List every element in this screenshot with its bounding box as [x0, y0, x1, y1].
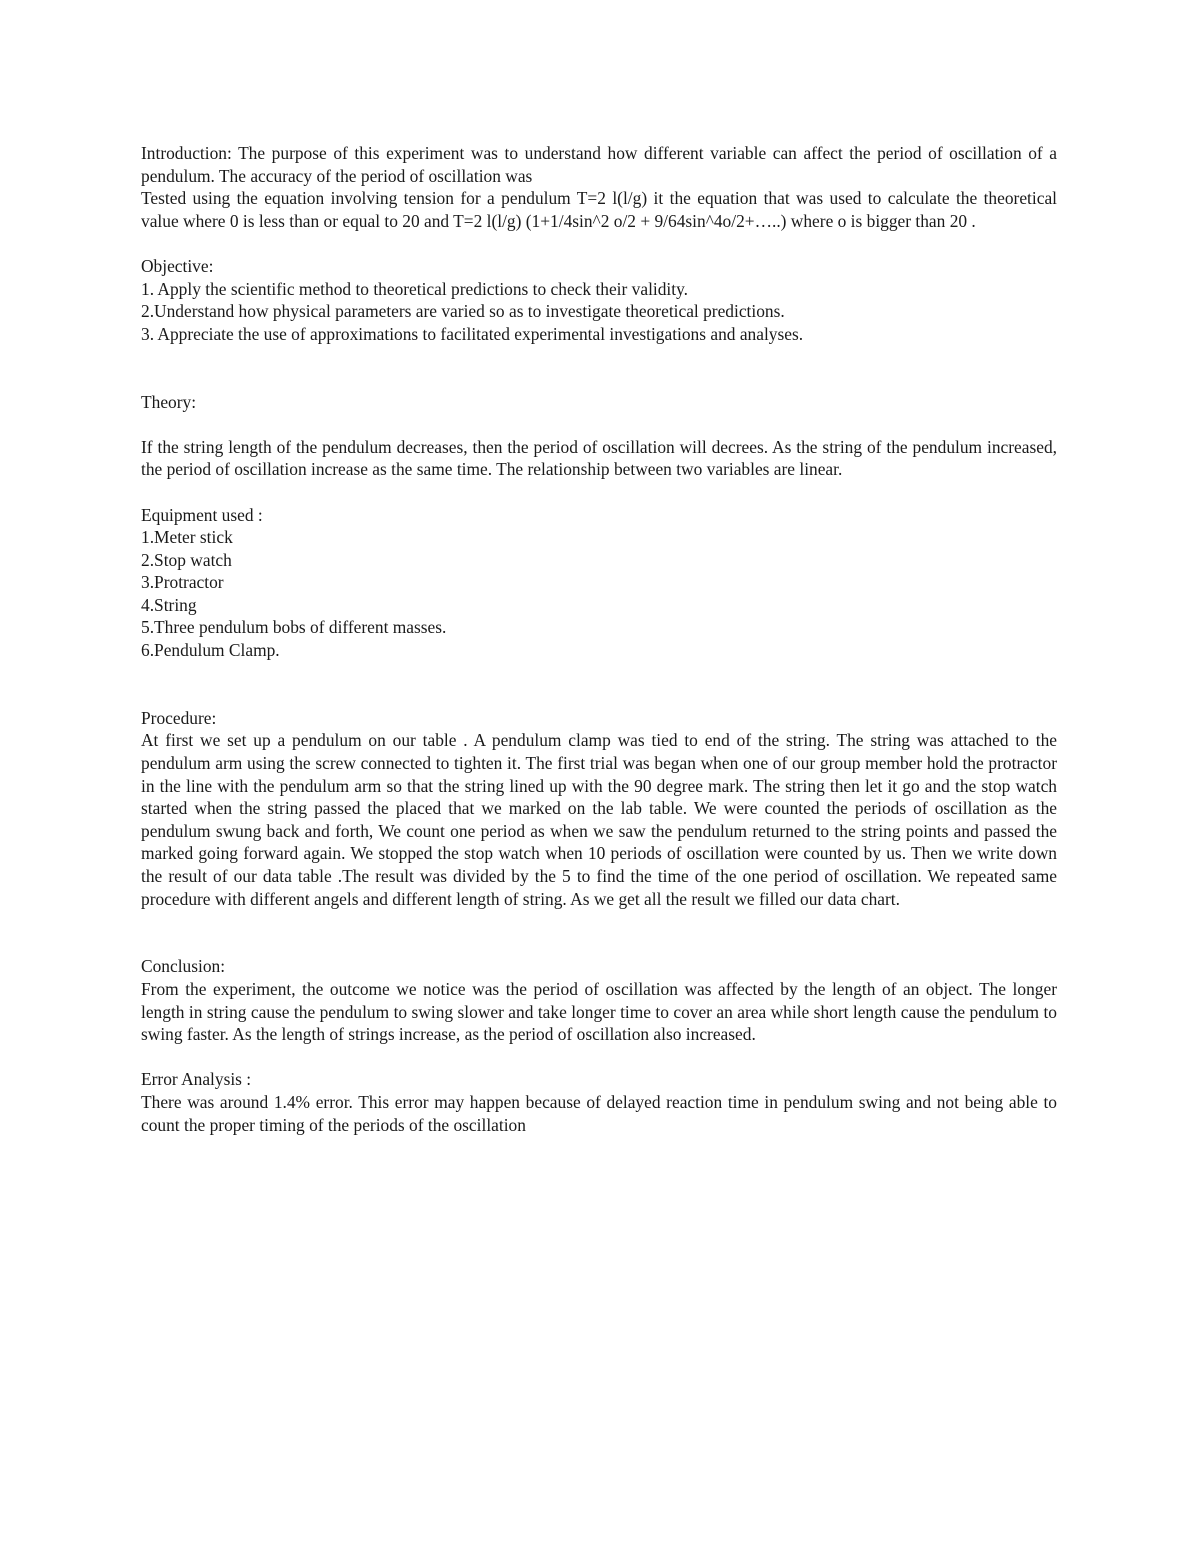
introduction-equation-paragraph: Tested using the equation involving tension for a pendulum T=2 l(l/g) it the equation that was used to calculate the theoretical value where 0 is less than or equal to 20 and T=2 l(l/g) (1+1/4sin^2 o/2 + 9/64sin^4o/2+…..) where o is bigger than 20 . [141, 188, 1057, 231]
error-analysis-heading: Error Analysis : [141, 1069, 252, 1090]
equipment-heading: Equipment used : [141, 504, 263, 525]
conclusion-section [141, 955, 1057, 1045]
objective-item: 2.Understand how physical parameters are varied so as to investigate theoretical predictions. [141, 301, 785, 322]
equipment-item: 6.Pendulum Clamp. [141, 640, 280, 661]
procedure-section [141, 707, 1057, 910]
objective-heading: Objective: [141, 255, 214, 276]
error-analysis-body: There was around 1.4% error. This error may happen because of delayed reaction time in pendulum swing and not being able to count the proper timing of the periods of the oscillation [141, 1091, 1057, 1135]
error-analysis-section [141, 1068, 1057, 1136]
objective-item: 1. Apply the scientific method to theoretical predictions to check their validity. [141, 278, 689, 299]
equipment-item: 3.Protractor [141, 572, 224, 593]
theory-heading: Theory: [141, 391, 197, 412]
equipment-section [141, 504, 1057, 662]
theory-body: If the string length of the pendulum decreases, then the period of oscillation will decrees. As the string of the pendulum increased, the period of oscillation increase as the same time. The relationship between two variables are linear. [141, 436, 1057, 480]
procedure-body: At first we set up a pendulum on our table . A pendulum clamp was tied to end of the string. The string was attached to the pendulum arm using the screw connected to tighten it. The first trial was began when one of our group member hold the protractor in the line with the pendulum arm so that the string lined up with the 90 degree mark. The string then let it go and the stop watch started when the string passed the placed that we marked on the lab table. We were counted the periods of oscillation as the pendulum swung back and forth, We count one period as when we saw the pendulum returned to the string points and passed the marked going forward again. We stopped the stop watch when 10 periods of oscillation were counted by us. Then we write down the result of our data table .The result was divided by the 5 to find the time of the one period of oscillation. We repeated same procedure with different angels and different length of string. As we get all the result we filled our data chart. [141, 730, 1057, 909]
conclusion-body: From the experiment, the outcome we notice was the period of oscillation was affected by the length of an object. The longer length in string cause the pendulum to swing slower and take longer time to cover an area while short length cause the pendulum to swing faster. As the length of strings increase, as the period of oscillation also increased. [141, 978, 1057, 1045]
equipment-item: 4.String [141, 594, 197, 615]
equipment-item: 2.Stop watch [141, 549, 232, 570]
conclusion-heading: Conclusion: [141, 956, 226, 977]
equipment-item: 1.Meter stick [141, 527, 233, 548]
procedure-heading: Procedure: [141, 707, 217, 728]
theory-section [141, 391, 1057, 481]
document-page [141, 142, 1057, 1136]
objective-section [141, 255, 1057, 345]
introduction-paragraph: Introduction: The purpose of this experiment was to understand how different variable can affect the period of oscillation of a pendulum. The accuracy of the period of oscillation was [141, 143, 1057, 186]
objective-item: 3. Appreciate the use of approximations to facilitated experimental investigations and analyses. [141, 323, 804, 344]
equipment-item: 5.Three pendulum bobs of different masses. [141, 617, 447, 638]
